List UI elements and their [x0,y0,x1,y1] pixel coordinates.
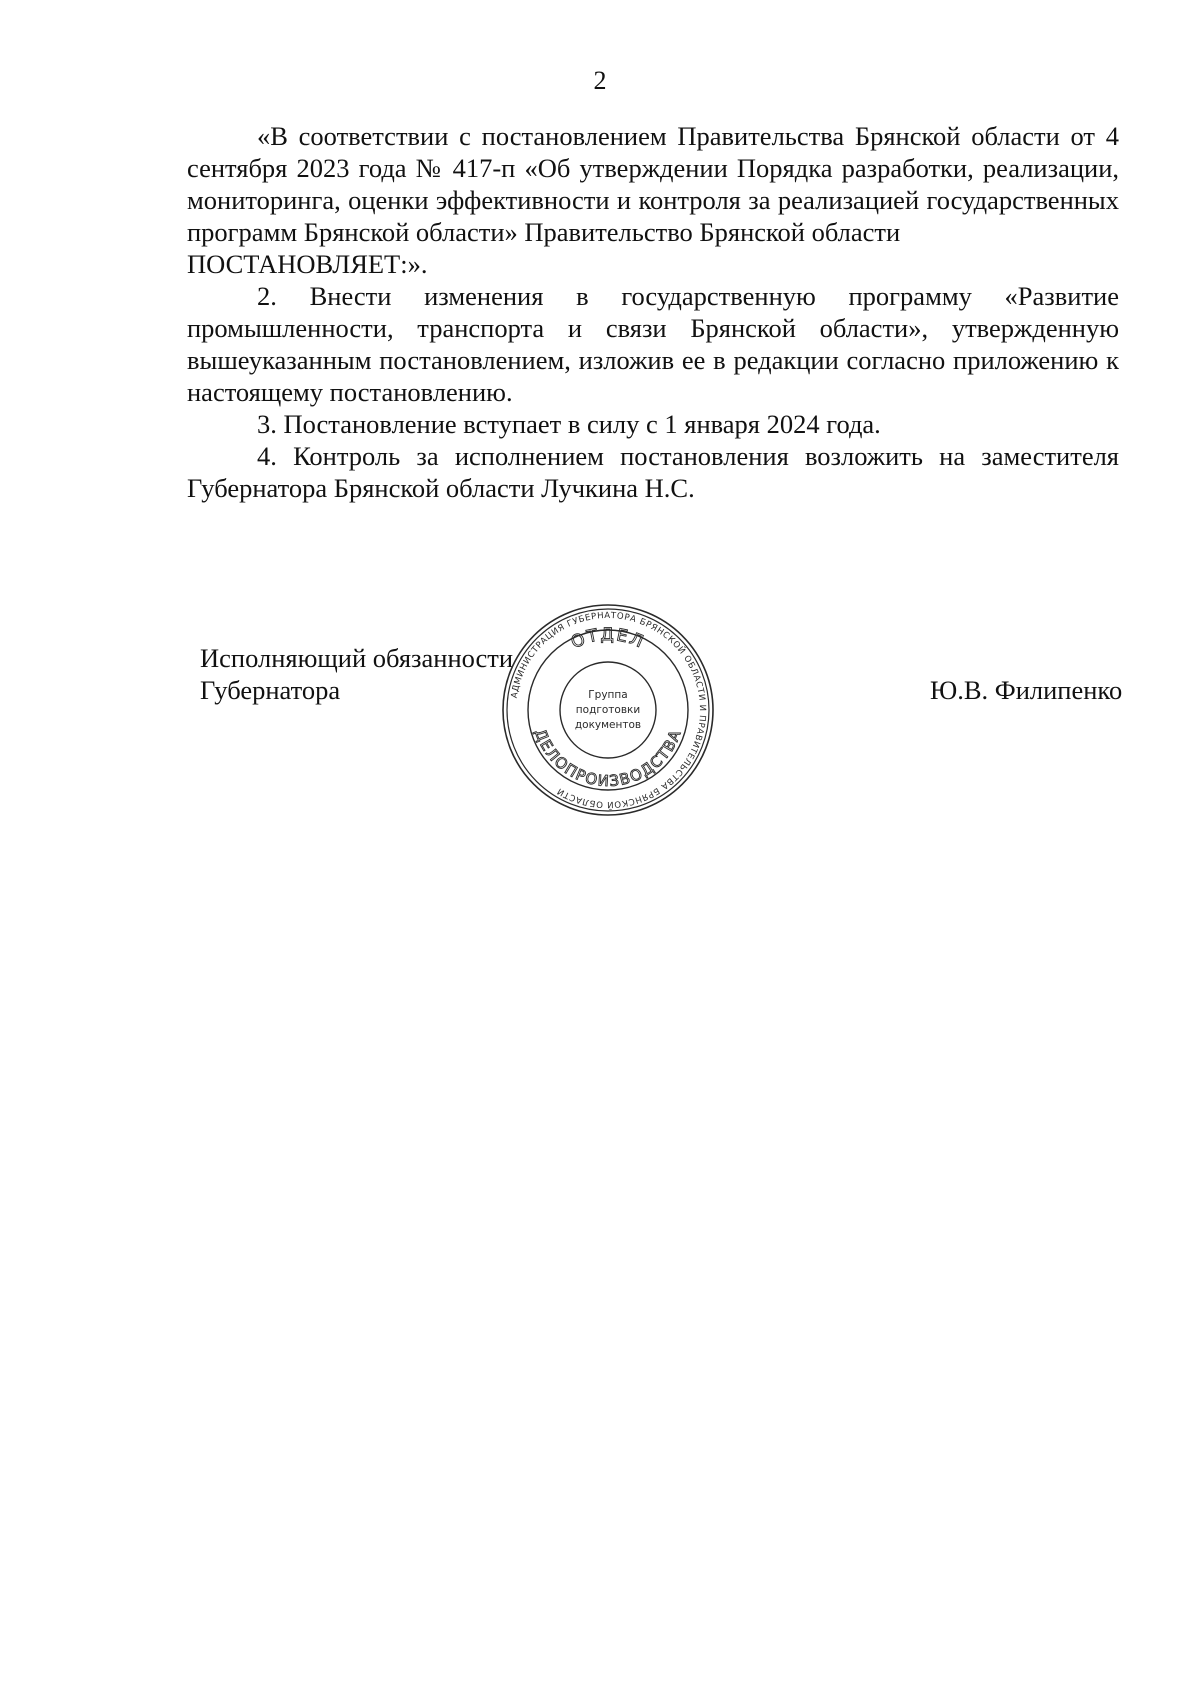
signature-position-line1: Исполняющий обязанности [200,643,514,673]
page-number: 2 [593,66,607,95]
svg-text:ОТДЕЛ [568,625,648,653]
stamp-center-line2: подготовки [575,704,641,716]
paragraph-preamble: «В соответствии с постановлением Правительства Брянской области от 4 сентября 2023 года № 417-п «Об утверждении Порядка разработки, реализации, мониторинга, оценки эффективности и контроля за реализацией государственных программ Брянской области» Правительство Брянской области [187,121,1119,247]
paragraph-item-4: 4. Контроль за исполнением постановления возложить на заместителя Губернатора Брянской области Лучкина Н.С. [187,441,1119,503]
official-stamp [498,600,718,820]
document-body [187,120,1119,504]
paragraph-item-3: 3. Постановление вступает в силу с 1 января 2024 года. [257,409,881,439]
paragraph-item-2: 2. Внести изменения в государственную программу «Развитие промышленности, транспорта и связи Брянской области», утвержденную вышеуказанным постановлением, изложив ее в редакции согласно приложению к настоящему постановлению. [187,281,1119,407]
paragraph-resolves: ПОСТАНОВЛЯЕТ:». [187,249,428,279]
signature-position-line2: Губернатора [200,675,341,705]
stamp-center-line1: Группа [588,689,628,701]
stamp-outer-text: АДМИНИСТРАЦИЯ ГУБЕРНАТОРА БРЯНСКОЙ ОБЛАСТИ И ПРАВИТЕЛЬСТВА БРЯНСКОЙ ОБЛАСТИ [509,610,708,810]
signature-position [200,642,513,706]
signatory-name: Ю.В. Филипенко [930,675,1123,705]
stamp-ring-top: ОТДЕЛ [568,624,648,653]
stamp-center-line3: документов [574,719,642,731]
stamp-ring-bottom: ДЕЛОПРОИЗВОДСТВА [531,726,685,791]
